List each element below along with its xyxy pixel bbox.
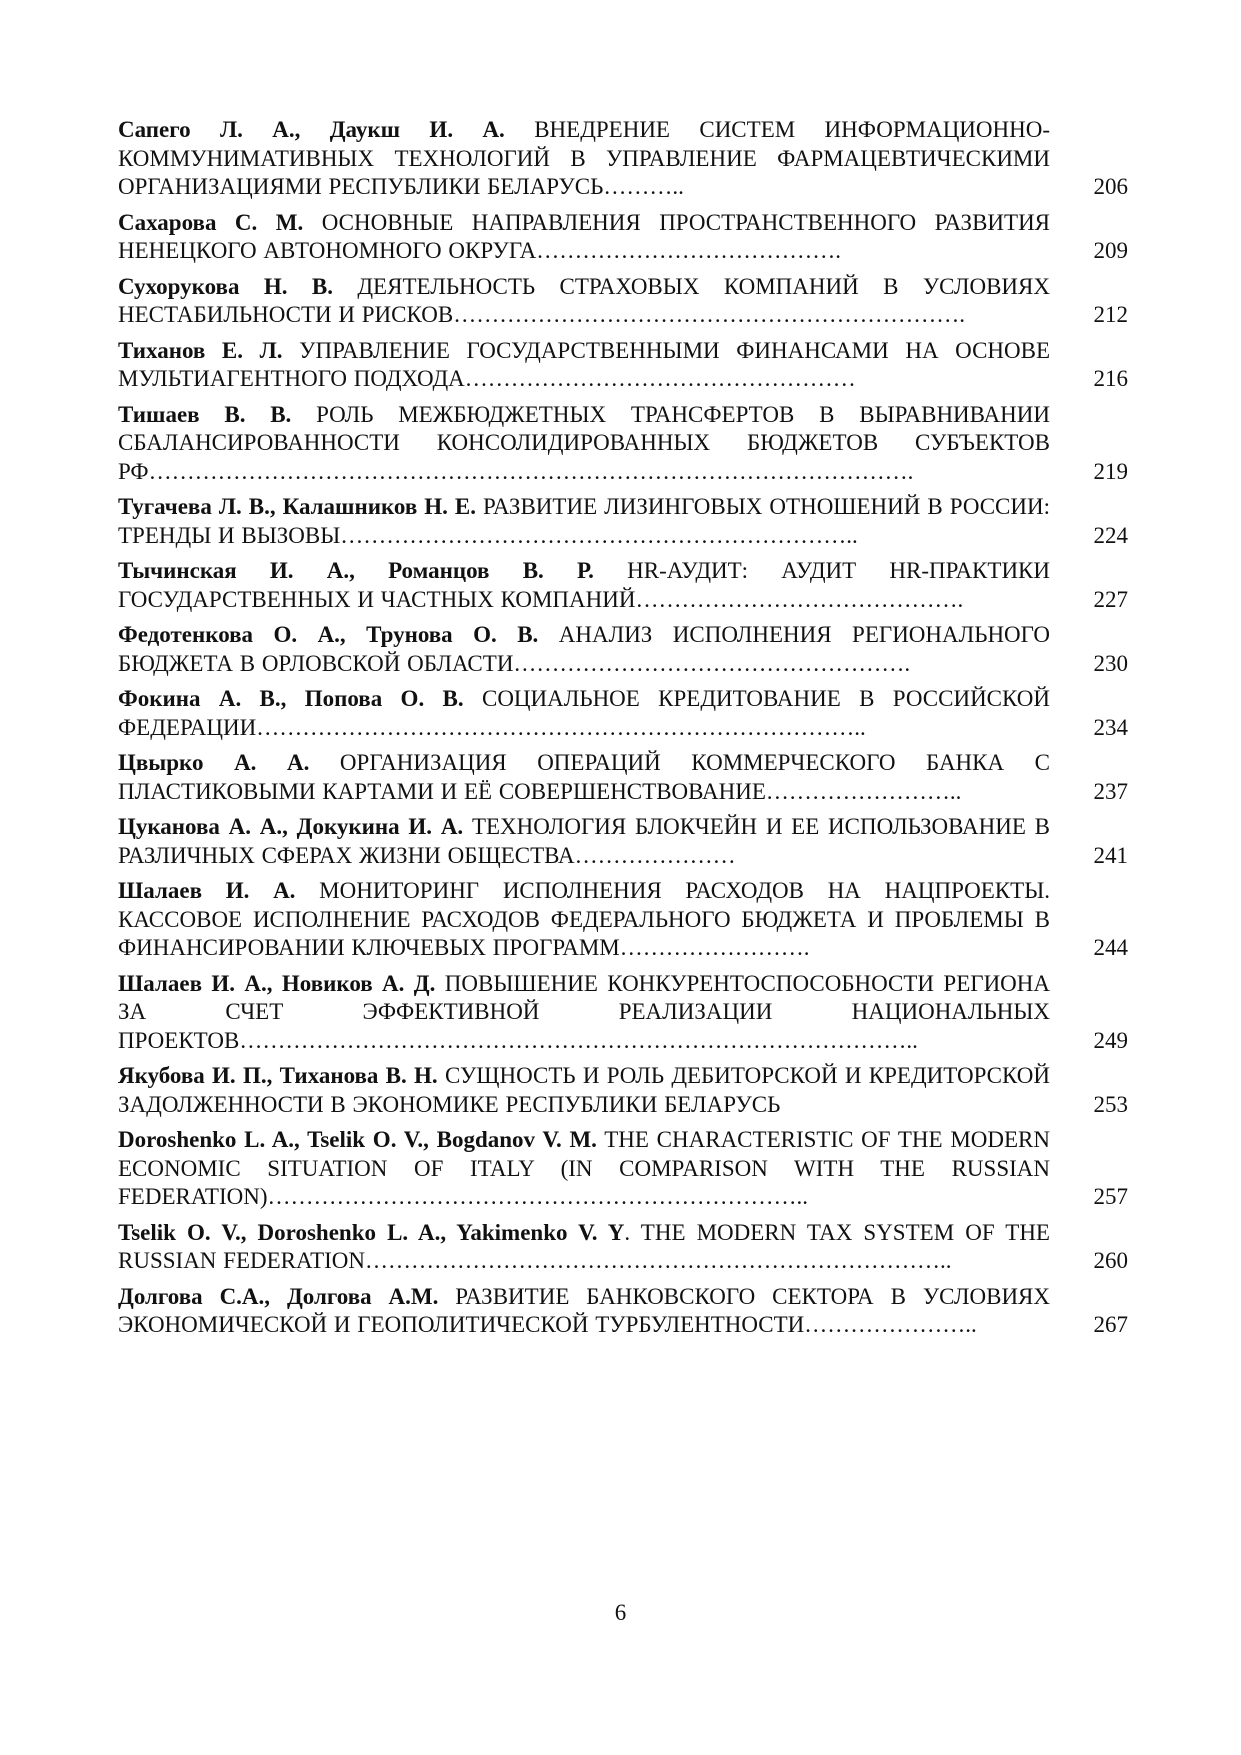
toc-title: ОРГАНИЗАЦИЯ ОПЕРАЦИЙ КОММЕРЧЕСКОГО БАНКА С ПЛАСТИКОВЫМИ КАРТАМИ И ЕЁ СОВЕРШЕНСТВОВАНИЕ…………………….. (118, 750, 1051, 804)
toc-entry (118, 337, 1128, 394)
toc-page-number: 249 (1093, 1027, 1128, 1053)
toc-entry (118, 1062, 1128, 1119)
toc-authors: Долгова С.А., Долгова А.М. (118, 1283, 439, 1309)
toc-entry (118, 621, 1128, 678)
toc-entry-text (118, 1283, 1050, 1340)
toc-entry-text (118, 621, 1050, 678)
toc-entry-text (118, 557, 1050, 614)
toc-authors: Шалаев И. А. (118, 878, 296, 903)
table-of-contents (118, 116, 1128, 1347)
toc-page-number: 244 (1093, 935, 1128, 960)
toc-authors: Якубова И. П., Тиханова В. Н. (118, 1063, 438, 1088)
toc-entry (118, 749, 1128, 806)
toc-page-number: 224 (1093, 522, 1128, 548)
toc-entry (118, 209, 1128, 266)
toc-title: РАЗВИТИЕ БАНКОВСКОГО СЕКТОРА В УСЛОВИЯХ ЭКОНОМИЧЕСКОЙ И ГЕОПОЛИТИЧЕСКОЙ ТУРБУЛЕНТНОСТИ………………….. (118, 1283, 1051, 1337)
toc-title: . THE MODERN TAX SYSTEM OF THE RUSSIAN FEDERATION………………………………………………………………….. (118, 1219, 1050, 1273)
toc-title: ДЕЯТЕЛЬНОСТЬ СТРАХОВЫХ КОМПАНИЙ В УСЛОВИЯХ НЕСТАБИЛЬНОСТИ И РИСКОВ…………………………………………………………. (118, 273, 1050, 327)
toc-entry (118, 970, 1128, 1056)
toc-entry-text (118, 1126, 1050, 1212)
toc-authors: Федотенкова О. А., Трунова О. В. (118, 622, 539, 647)
toc-authors: Сухорукова Н. В. (118, 273, 333, 299)
toc-page-number: 230 (1093, 650, 1128, 676)
toc-entry-text (118, 685, 1050, 742)
toc-entry-text (118, 401, 1050, 487)
toc-authors: Тычинская И. А., Романцов В. Р. (118, 558, 594, 583)
toc-entry (118, 116, 1128, 202)
toc-page-number: 257 (1093, 1184, 1128, 1209)
toc-page-number: 216 (1093, 366, 1128, 391)
toc-authors: Сапего Л. А., Даукш И. А. (118, 117, 505, 142)
toc-entry-text (118, 116, 1050, 202)
toc-entry (118, 557, 1128, 614)
toc-page-number: 241 (1093, 842, 1128, 868)
toc-entry (118, 1283, 1128, 1340)
toc-title: ПОВЫШЕНИЕ КОНКУРЕНТОСПОСОБНОСТИ РЕГИОНА ЗА СЧЕТ ЭФФЕКТИВНОЙ РЕАЛИЗАЦИИ НАЦИОНАЛЬНЫХ ПРОЕКТОВ…………………………………………………………………………….. (118, 970, 1051, 1053)
toc-page-number: 267 (1093, 1312, 1128, 1337)
toc-entry-text (118, 1219, 1050, 1276)
toc-title: ВНЕДРЕНИЕ СИСТЕМ ИНФОРМАЦИОННО-КОММУНИМАТИВНЫХ ТЕХНОЛОГИЙ В УПРАВЛЕНИЕ ФАРМАЦЕВТИЧЕСКИМИ ОРГАНИЗАЦИЯМИ РЕСПУБЛИКИ БЕЛАРУСЬ……….. (118, 117, 1051, 199)
toc-entry (118, 401, 1128, 487)
toc-title: ОСНОВНЫЕ НАПРАВЛЕНИЯ ПРОСТРАНСТВЕННОГО РАЗВИТИЯ НЕНЕЦКОГО АВТОНОМНОГО ОКРУГА…………………………………. (118, 209, 1051, 263)
toc-title: HR-АУДИТ: АУДИТ HR-ПРАКТИКИ ГОСУДАРСТВЕННЫХ И ЧАСТНЫХ КОМПАНИЙ……………………………………. (118, 558, 1051, 612)
page-footer-number: 6 (614, 1600, 627, 1625)
toc-page-number: 253 (1093, 1091, 1128, 1117)
toc-authors: Тишаев В. В. (118, 401, 292, 427)
toc-entry-text (118, 273, 1050, 330)
toc-entry-text (118, 749, 1050, 806)
toc-entry (118, 1126, 1128, 1212)
toc-title: МОНИТОРИНГ ИСПОЛНЕНИЯ РАСХОДОВ НА НАЦПРОЕКТЫ. КАССОВОЕ ИСПОЛНЕНИЕ РАСХОДОВ ФЕДЕРАЛЬНОГО БЮДЖЕТА И ПРОБЛЕМЫ В ФИНАНСИРОВАНИИ КЛЮЧЕВЫХ ПРОГРАММ……………………. (118, 878, 1051, 960)
toc-title: ТЕХНОЛОГИЯ БЛОКЧЕЙН И ЕЕ ИСПОЛЬЗОВАНИЕ В РАЗЛИЧНЫХ СФЕРАХ ЖИЗНИ ОБЩЕСТВА………………… (118, 814, 1051, 868)
toc-entry (118, 273, 1128, 330)
toc-authors: Тиханов Е. Л. (118, 337, 283, 363)
toc-authors: Цвырко А. А. (118, 750, 310, 775)
toc-entry-text (118, 337, 1050, 394)
toc-page-number: 260 (1093, 1248, 1128, 1273)
toc-entry (118, 685, 1128, 742)
toc-title: УПРАВЛЕНИЕ ГОСУДАРСТВЕННЫМИ ФИНАНСАМИ НА ОСНОВЕ МУЛЬТИАГЕНТНОГО ПОДХОДА…………………………………………… (118, 337, 1051, 391)
toc-entry-text (118, 813, 1050, 870)
toc-authors: Фокина А. В., Попова О. В. (118, 686, 464, 711)
toc-title: РОЛЬ МЕЖБЮДЖЕТНЫХ ТРАНСФЕРТОВ В ВЫРАВНИВАНИИ СБАЛАНСИРОВАННОСТИ КОНСОЛИДИРОВАННЫХ БЮДЖЕТОВ СУБЪЕКТОВ РФ………………………………………………………………………………………. (118, 401, 1050, 484)
toc-page-number: 237 (1093, 778, 1128, 804)
toc-page-number: 227 (1093, 586, 1128, 612)
toc-entry (118, 493, 1128, 550)
toc-authors: Tselik O. V., Doroshenko L. A., Yakimenko V. Y (118, 1219, 625, 1245)
toc-authors: Сахарова С. М. (118, 209, 304, 235)
toc-entry-text (118, 209, 1050, 266)
toc-authors: Doroshenko L. A., Tselik O. V., Bogdanov V. M. (118, 1127, 597, 1152)
toc-entry (118, 813, 1128, 870)
toc-entry-text (118, 877, 1050, 963)
toc-authors: Тугачева Л. В., Калашников Н. Е. (118, 494, 477, 519)
toc-page-number: 219 (1093, 458, 1128, 484)
toc-title: АНАЛИЗ ИСПОЛНЕНИЯ РЕГИОНАЛЬНОГО БЮДЖЕТА В ОРЛОВСКОЙ ОБЛАСТИ……………………………………………. (118, 622, 1050, 676)
toc-title: THE CHARACTERISTIC OF THE MODERN ECONOMIC SITUATION OF ITALY (IN COMPARISON WITH THE RUSSIAN FEDERATION)…………………………………………………………….. (118, 1127, 1050, 1209)
toc-page-number: 206 (1093, 174, 1128, 199)
toc-entry-text (118, 970, 1050, 1056)
toc-entry-text (118, 1062, 1050, 1119)
toc-title: СУЩНОСТЬ И РОЛЬ ДЕБИТОРСКОЙ И КРЕДИТОРСКОЙ ЗАДОЛЖЕННОСТИ В ЭКОНОМИКЕ РЕСПУБЛИКИ БЕЛАРУСЬ (118, 1063, 1051, 1117)
toc-authors: Шалаев И. А., Новиков А. Д. (118, 970, 436, 996)
toc-authors: Цуканова А. А., Докукина И. А. (118, 814, 464, 839)
toc-page-number: 209 (1093, 238, 1128, 263)
toc-entry-text (118, 493, 1050, 550)
toc-entry (118, 1219, 1128, 1276)
toc-page-number: 212 (1093, 302, 1128, 327)
toc-title: СОЦИАЛЬНОЕ КРЕДИТОВАНИЕ В РОССИЙСКОЙ ФЕДЕРАЦИИ…………………………………………………………………….. (118, 686, 1051, 740)
toc-page-number: 234 (1093, 714, 1128, 740)
toc-entry (118, 877, 1128, 963)
toc-title: РАЗВИТИЕ ЛИЗИНГОВЫХ ОТНОШЕНИЙ В РОССИИ: ТРЕНДЫ И ВЫЗОВЫ………………………………………………………….. (118, 494, 1051, 548)
